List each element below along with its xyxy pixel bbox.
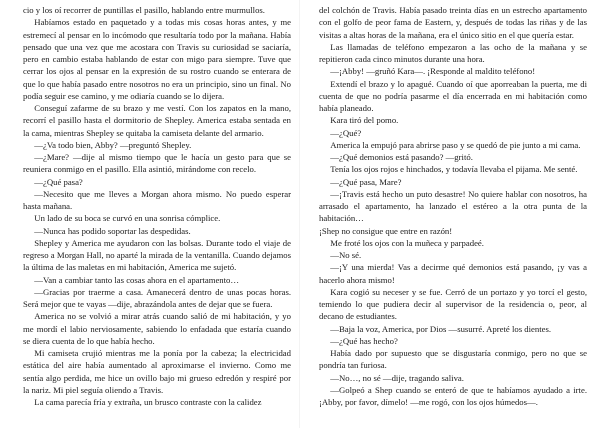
right-page bbox=[319, 4, 587, 426]
paragraph: —¡Y una mierda! Vas a decirme qué demonios está pasando, ¡y vas a hacerlo ahora mismo! bbox=[319, 262, 587, 285]
paragraph: Kara tiró del pomo. bbox=[330, 115, 399, 126]
paragraph: —Necesito que me lleves a Morgan ahora mismo. No puedo esperar hasta mañana. bbox=[23, 188, 291, 211]
paragraph: —Baja la voz, America, por Dios —susurré. Apreté los dientes. bbox=[330, 323, 552, 334]
paragraph: —¿Qué pasa? bbox=[34, 176, 83, 187]
paragraph: —¿Qué? bbox=[330, 127, 362, 138]
paragraph: Me froté los ojos con la muñeca y parpadeé. bbox=[330, 237, 484, 248]
paragraph: America la empujó para abrirse paso y se quedó de pie junto a mi cama. bbox=[330, 139, 581, 150]
paragraph: ¡Shep no consigue que entre en razón! bbox=[319, 225, 453, 236]
paragraph: Kara cogió su neceser y se fue. Cerró de un portazo y yo torcí el gesto, temiendo lo que pudiera decir al supervisor de la residencia o, peor, al decano de estudiantes. bbox=[319, 286, 587, 322]
paragraph: —¡Travis está hecho un puto desastre! No quiere hablar con nosotros, ha arrasado el apartamento, ha lanzado el estéreo a la otra punta de la habitación… bbox=[319, 188, 587, 224]
paragraph: Tenía los ojos rojos e hinchados, y todavía llevaba el pijama. Me senté. bbox=[330, 164, 578, 175]
paragraph: —¿Mare? —dije al mismo tiempo que le hacía un gesto para que se reuniera conmigo en el pasillo. Ella asintió, mirándome con recelo. bbox=[23, 152, 291, 175]
paragraph: Las llamadas de teléfono empezaron a las ocho de la mañana y se repitieron cada cinco minutos durante una hora. bbox=[319, 41, 587, 64]
paragraph: —¿Qué pasa, Mare? bbox=[330, 176, 402, 187]
paragraph: Shepley y America me ayudaron con las bolsas. Durante todo el viaje de regreso a Morgan Hall, no aparté la mirada de la ventanilla. Cuando dejamos la última de las maletas en mi habitación, America me sujetó. bbox=[23, 237, 291, 273]
left-page bbox=[23, 4, 291, 426]
paragraph: —¿Qué demonios está pasando? —gritó. bbox=[330, 152, 473, 162]
paragraph: Había dado por supuesto que se disgustaría conmigo, pero no que se pondría tan furiosa. bbox=[319, 348, 587, 371]
paragraph: —Gracias por traerme a casa. Amanecerá dentro de unas pocas horas. Será mejor que te vayas —dije, abrazándola antes de dejar que se fuera. bbox=[23, 286, 291, 309]
paragraph: Conseguí zafarme de su brazo y me vestí. Con los zapatos en la mano, recorrí el pasillo hasta el dormitorio de Shepley. America estaba sentada en la cama, mientras Shepley se quitaba la camiseta delante del armario. bbox=[23, 103, 291, 138]
paragraph: —Golpeó a Shep cuando se enteró de que te habíamos ayudado a irte. ¡Abby, por favor, dímelo! —me rogó, con los ojos húmedos—. bbox=[319, 384, 587, 407]
paragraph: Habíamos estado en paquetado y a todas mis cosas horas antes, y me estremecí al pensar en lo incómodo que resultaría todo por la mañana. Había pensado que una vez que me acostara con Travis su curiosidad se saciaría, pero en cambio estaba hablando de estar con migo para siempre. Tuve que cerrar los ojos al pensar en la expresión de su rostro cuando se enterara de que lo que había pasado entre nosotros no era un principio, sino un final. No podía seguir ese camino, y me odiaría cuando se lo dijera. bbox=[23, 17, 291, 101]
paragraph: America no se volvió a mirar atrás cuando salió de mi habitación, y yo me mordí el labio nerviosamente, sabiendo lo enfadada que estaría cuando se diera cuenta de lo que había hecho. bbox=[23, 311, 291, 346]
paragraph: —¿Va todo bien, Abby? —preguntó Shepley. bbox=[34, 139, 192, 150]
page-gutter bbox=[299, 0, 300, 428]
paragraph: La cama parecía fría y extraña, un brusco contraste con la calidez bbox=[34, 397, 262, 407]
paragraph: —¿Qué has hecho? bbox=[330, 335, 398, 346]
paragraph: —Nunca has podido soportar las despedidas. bbox=[34, 225, 191, 236]
paragraph: Un lado de su boca se curvó en una sonrisa cómplice. bbox=[34, 213, 221, 224]
paragraph: —¡Abby! —gruñó Kara—. ¡Responde al maldito teléfono! bbox=[330, 66, 536, 77]
paragraph: cio y los oí recorrer de puntillas el pasillo, hablando entre murmullos. bbox=[23, 5, 265, 15]
paragraph: —Van a cambiar tanto las cosas ahora en el apartamento… bbox=[34, 274, 240, 285]
paragraph: —No sé. bbox=[330, 250, 362, 260]
paragraph: del colchón de Travis. Había pasado treinta días en un estrecho apartamento con el golfo de peor fama de Eastern, y, después de todas las riñas y de las visitas a altas horas de la mañana, era el único sitio en el que quería estar. bbox=[319, 5, 587, 40]
paragraph: —No…, no sé —dije, tragando saliva. bbox=[330, 372, 464, 383]
paragraph: Extendí el brazo y lo apagué. Cuando oí que aporreaban la puerta, me di cuenta de que no podría pasarme el día encerrada en mi habitación como había planeado. bbox=[319, 78, 587, 113]
paragraph: Mi camiseta crujió mientras me la ponía por la cabeza; la electricidad estática del aire había aumentado al aproximarse el invierno. Como me sentía algo perdida, me hice un ovillo bajo mi grueso edredón y respiré por la nariz. Mi piel seguía oliendo a Travis. bbox=[23, 348, 291, 395]
